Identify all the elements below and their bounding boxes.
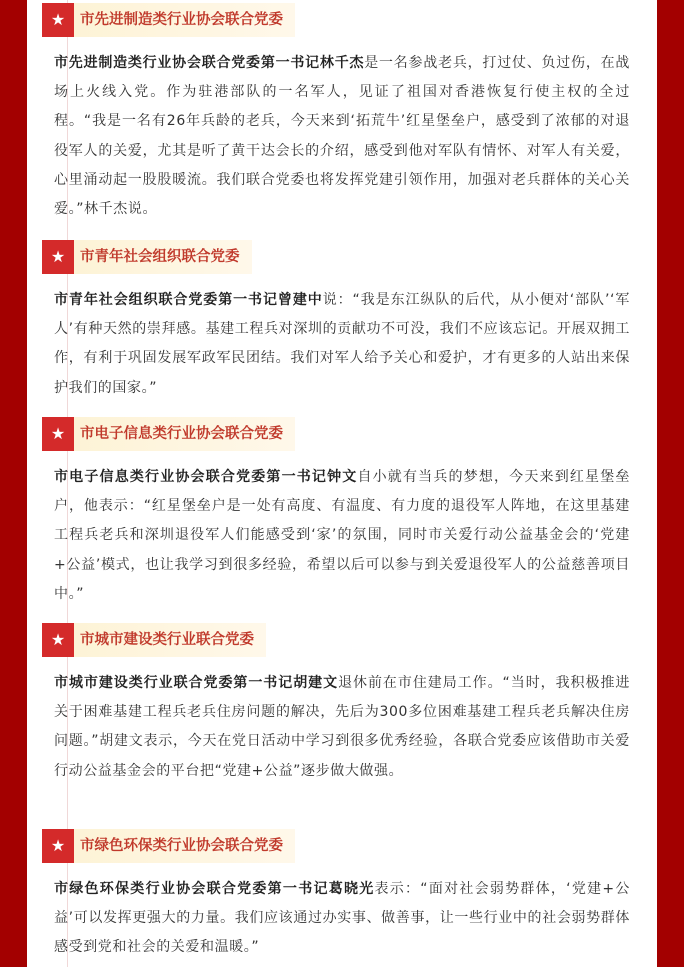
star-icon: ★ — [42, 240, 74, 274]
section-green-environment — [42, 829, 642, 963]
lead-name: 市城市建设类行业联合党委第一书记胡建文 — [54, 675, 339, 691]
section-title: 市绿色环保类行业协会联合党委 — [74, 829, 295, 863]
section-youth-social-org — [42, 240, 642, 403]
section-title: 市先进制造类行业协会联合党委 — [74, 3, 295, 37]
body-text: 自小就有当兵的梦想，今天来到红星堡垒户，他表示：“红星堡垒户是一处有高度、有温度、有力度的退役军人阵地，在这里基建工程兵老兵和深圳退役军人们能感受到‘家’的氛围，同时市关爱行动公益基金会的‘党建+公益’模式，也让我学习到很多经验，希望以后可以参与到关爱退役军人的公益慈善项目中。” — [54, 469, 630, 602]
body-text: 是一名参战老兵，打过仗、负过伤，在战场上火线入党。作为驻港部队的一名军人，见证了祖国对香港恢复行使主权的全过程。“我是一名有26年兵龄的老兵，今天来到‘拓荒牛’红星堡垒户，感受到了浓郁的对退役军人的关爱，尤其是听了黄干达会长的介绍，感受到他对军队有情怀、对军人有关爱，心里涌动起一股股暖流。我们联合党委也将发挥党建引领作用，加强对老兵群体的关心关爱。”林千杰说。 — [54, 55, 630, 218]
body-text: 说：“我是东江纵队的后代，从小便对‘部队’‘军人’有种天然的崇拜感。基建工程兵对深圳的贡献功不可没，我们不应该忘记。开展双拥工作，有利于巩固发展军政军民团结。我们对军人给予关心和爱护，才有更多的人站出来保护我们的国家。” — [54, 292, 630, 396]
section-body — [54, 875, 630, 963]
section-header — [42, 829, 642, 863]
section-body — [54, 286, 630, 403]
lead-name: 市绿色环保类行业协会联合党委第一书记葛晓光 — [54, 881, 375, 897]
star-icon: ★ — [42, 623, 74, 657]
star-icon: ★ — [42, 3, 74, 37]
section-title: 市青年社会组织联合党委 — [74, 240, 252, 274]
section-header — [42, 623, 642, 657]
body-text: 表示：“面对社会弱势群体，‘党建+公益’可以发挥更强大的力量。我们应该通过办实事、做善事，让一些行业中的社会弱势群体感受到党和社会的关爱和温暖。” — [54, 881, 631, 956]
body-text: 退休前在市住建局工作。“当时，我积极推进关于困难基建工程兵老兵住房问题的解决，先后为300多位困难基建工程兵老兵解决住房问题。”胡建文表示，今天在党日活动中学习到很多优秀经验，各联合党委应该借助市关爱行动公益基金会的平台把“党建+公益”逐步做大做强。 — [54, 675, 630, 779]
section-header — [42, 417, 642, 451]
section-body — [54, 49, 630, 224]
section-urban-construction — [42, 623, 642, 786]
section-title: 市城市建设类行业联合党委 — [74, 623, 266, 657]
star-icon: ★ — [42, 829, 74, 863]
section-header — [42, 3, 642, 37]
lead-name: 市先进制造类行业协会联合党委第一书记林千杰 — [54, 55, 365, 71]
section-advanced-manufacturing — [42, 3, 642, 224]
section-body — [54, 669, 630, 786]
section-body — [54, 463, 630, 609]
section-header — [42, 240, 642, 274]
star-icon: ★ — [42, 417, 74, 451]
section-electronic-info — [42, 417, 642, 609]
lead-name: 市电子信息类行业协会联合党委第一书记钟文 — [54, 469, 358, 485]
section-title: 市电子信息类行业协会联合党委 — [74, 417, 295, 451]
lead-name: 市青年社会组织联合党委第一书记曾建中 — [54, 292, 323, 308]
